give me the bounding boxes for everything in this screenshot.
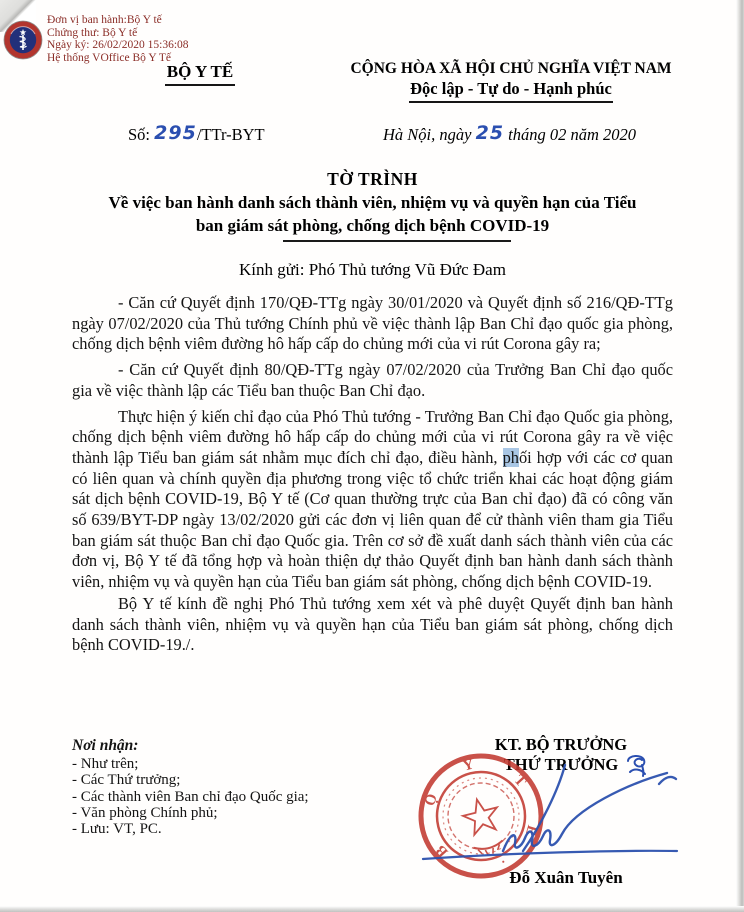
signer-title-2: THỨ TRƯỞNG	[503, 755, 619, 774]
recipients-label: Nơi nhận:	[72, 737, 139, 754]
issuing-org-header	[105, 62, 295, 86]
place-date-post: tháng 02 năm 2020	[504, 125, 637, 144]
digital-sign-mark-icon	[624, 752, 650, 780]
recipient-item: - Lưu: VT, PC.	[72, 821, 162, 838]
national-motto: Độc lập - Tự do - Hạnh phúc	[409, 79, 613, 103]
number-suffix: /TTr-BYT	[196, 125, 265, 144]
recipients-block	[72, 738, 309, 837]
svg-text:Ế: Ế	[521, 823, 541, 838]
org-name: BỘ Y TẾ	[165, 62, 235, 86]
document-body	[72, 293, 673, 661]
handwritten-number: 295	[154, 122, 197, 144]
title-underline	[283, 240, 511, 242]
ministry-of-health-logo-icon	[3, 20, 43, 60]
paragraph-explanation-before: Thực hiện ý kiến chỉ đạo của Phó Thủ tướng - Trưởng Ban Chỉ đạo Quốc gia phòng, chống dịch bệnh viêm đường hô hấp cấp do chủng mới của vi rút Corona gây ra về việc thành lập Tiểu ban giám sát nhằm mục đích chỉ đạo, điều hành,	[72, 406, 673, 467]
scan-edge-bottom	[0, 906, 744, 912]
recipient-item: - Các Thứ trưởng;	[72, 772, 181, 789]
cert-issuer: Đơn vị ban hành:Bộ Y tế	[47, 14, 162, 26]
cert-sign-date: Ngày ký: 26/02/2020 15:36:08	[47, 39, 189, 52]
selection-highlight: ph	[502, 447, 519, 467]
document-kind-title: TỜ TRÌNH	[327, 169, 418, 189]
paragraph-legal-basis-1: - Căn cứ Quyết định 170/QĐ-TTg ngày 30/01/2020 và Quyết định số 216/QĐ-TTg ngày 07/02/2020 của Thủ tướng Chính phủ về việc thành lập Ban Chỉ đạo quốc gia phòng, chống dịch bệnh viêm đường hô hấp cấp do chủng mới của vi rút Corona gây ra;	[72, 293, 673, 354]
national-title: CỘNG HÒA XÃ HỘI CHỦ NGHĨA VIỆT NAM	[350, 60, 672, 77]
paragraph-explanation	[72, 407, 673, 593]
number-prefix: Số:	[128, 125, 155, 144]
cert-certificate: Chứng thư: Bộ Y tế	[47, 26, 138, 39]
place-date-line	[383, 123, 636, 145]
national-header	[328, 60, 694, 103]
recipient-item: - Văn phòng Chính phủ;	[72, 804, 218, 821]
handwritten-day: 25	[475, 122, 505, 144]
document-subject-line1: Về việc ban hành danh sách thành viên, nhiệm vụ và quyền hạn của Tiểu	[108, 193, 637, 212]
paragraph-legal-basis-2: - Căn cứ Quyết định 80/QĐ-TTg ngày 07/02/2020 của Trưởng Ban Chỉ đạo quốc gia về việc thành lập các Tiểu ban thuộc Ban Chỉ đạo.	[72, 360, 673, 400]
svg-text:.: .	[500, 857, 510, 873]
scan-edge-right	[736, 0, 744, 912]
document-number-line	[128, 123, 265, 145]
place-date-pre: Hà Nội, ngày	[383, 125, 476, 144]
svg-text:Ộ: Ộ	[422, 791, 441, 808]
paragraph-explanation-after: ối hợp với các cơ quan có liên quan và chính quyền địa phương trong việc tổ chức triển khai các hoạt động giám sát dịch bệnh COVID-19, Bộ Y tế (Cơ quan thường trực của Ban chỉ đạo) đã có công văn số 639/BYT-DP ngày 13/02/2020 gửi các đơn vị liên quan để cử thành viên tham gia Tiểu ban giám sát thuộc Ban chỉ đạo Quốc gia. Trên cơ sở đề xuất danh sách thành viên của các đơn vị, Bộ Y tế đã tổng hợp và hoàn thiện dự thảo Quyết định ban hành danh sách thành viên, nhiệm vụ và quyền hạn của Tiểu ban giám sát phòng, chống dịch bệnh COVID-19.	[72, 447, 673, 592]
paragraph-proposal: Bộ Y tế kính đề nghị Phó Thủ tướng xem xét và phê duyệt Quyết định ban hành danh sách thành viên, nhiệm vụ và quyền hạn của Tiểu ban giám sát phòng, chống dịch bệnh COVID-19./.	[72, 593, 673, 655]
cert-system: Hệ thống VOffice Bộ Y Tế	[47, 52, 172, 65]
svg-text:T: T	[510, 772, 529, 791]
salutation-line: Kính gửi: Phó Thủ tướng Vũ Đức Đam	[239, 260, 506, 279]
signer-title-1: KT. BỘ TRƯỞNG	[494, 735, 628, 754]
svg-text:Y: Y	[461, 756, 476, 775]
svg-text:B: B	[433, 841, 452, 860]
document-subject-line2: ban giám sát phòng, chống dịch bệnh COVID-19	[195, 216, 550, 235]
certification-metadata	[47, 14, 347, 65]
digital-certification-block	[3, 14, 189, 65]
signer-name: Đỗ Xuân Tuyên	[509, 868, 623, 887]
recipient-item: - Như trên;	[72, 756, 139, 773]
recipient-item: - Các thành viên Ban chỉ đạo Quốc gia;	[72, 788, 309, 805]
